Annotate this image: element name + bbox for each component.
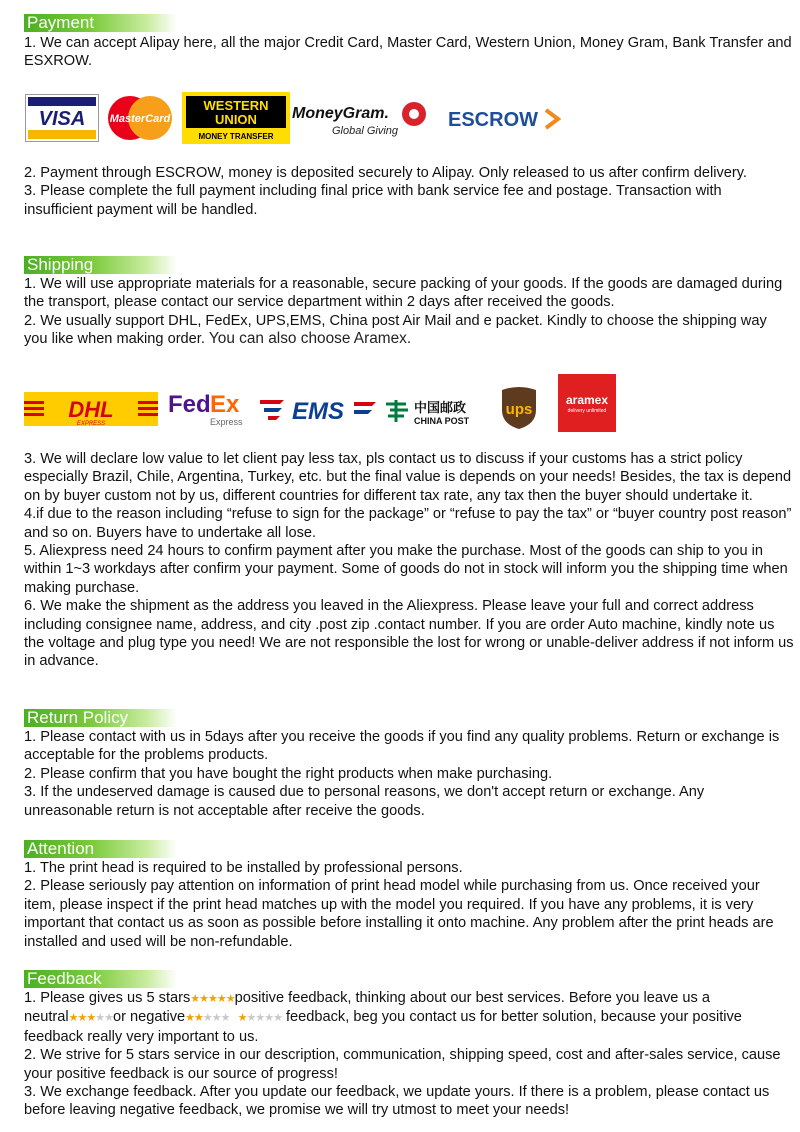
shipping-logos <box>24 374 784 434</box>
shipping-paragraph-4: 4.if due to the reason including “refuse to sign for the package” or “refuse to pay the tax” or “buyer country post reason” and so on. Buyers have to undertake all lose. <box>24 506 792 541</box>
neutral-stars-on-icon: ★★★ <box>68 1012 96 1025</box>
aramex-logo <box>558 374 616 432</box>
ems-logo <box>258 394 378 426</box>
fedex-logo <box>168 388 252 428</box>
shipping-paragraph-1: 1. We will use appropriate materials for a reasonable, secure packing of your goods. If the goods are damaged during the transport, please contact our service department within 2 days after received the goods. <box>24 276 783 311</box>
feedback-paragraph-2: 2. We strive for 5 stars service in our description, communication, shipping speed, cost and after-sales service, cause your positive feedback is our source of progress! <box>24 1047 781 1082</box>
payment-logos <box>24 90 784 146</box>
escrow-logo <box>446 104 566 134</box>
payment-paragraph-3: 3. Please complete the full payment including final price with bank service fee and postage. Transaction with insufficient payment will be handled. <box>24 183 722 218</box>
escrow-text: ESCROW <box>448 109 538 131</box>
visa-logo <box>25 94 99 142</box>
ems-text: EMS <box>291 398 345 425</box>
wu-line3: MONEY TRANSFER <box>198 132 274 141</box>
return-paragraph-1: 1. Please contact with us in 5days after you receive the goods if you find any quality problems. Return or exchange is acceptable for the problems products. <box>24 729 780 764</box>
return-policy-header: Return Policy <box>24 709 177 727</box>
return-policy-section <box>24 709 794 820</box>
feedback-p1-d: feedback, beg you contact us for better solution, because your positive feedback really very important to us. <box>24 1009 742 1045</box>
mg-line2: Global Giving <box>332 125 399 137</box>
payment-header: Payment <box>24 14 177 32</box>
dhl-sub: EXPRESS <box>76 421 106 426</box>
shipping-paragraph-2-aramex: You can also choose Aramex. <box>204 330 412 348</box>
return-paragraph-3: 3. If the undeserved damage is caused due to personal reasons, we don't accept return or exchange. Any unreasonable return is not acceptable after receive the goods. <box>24 784 705 819</box>
negative-one-star-on-icon: ★ <box>237 1012 247 1025</box>
shipping-header: Shipping <box>24 256 177 274</box>
fedex-ex: Ex <box>210 391 240 418</box>
china-post-logo <box>384 396 494 426</box>
negative-two-stars-on-icon: ★★ <box>185 1012 203 1025</box>
china-post-cn: 中国邮政 <box>414 401 467 416</box>
feedback-p1-a: 1. Please gives us 5 stars <box>24 990 191 1006</box>
shipping-section-more <box>24 450 794 671</box>
negative-two-stars-off-icon: ★★★ <box>202 1012 230 1025</box>
shipping-paragraph-2-main: 2. We usually support DHL, FedEx, UPS,EMS, China post Air Mail and e packet. Kindly to choose the shipping way you like when making order. <box>24 312 767 348</box>
dhl-logo <box>24 392 158 426</box>
mastercard-text: MasterCard <box>109 113 171 125</box>
shipping-paragraph-3: 3. We will declare low value to let client pay less tax, pls contact us to discuss if your customs has a strict policy especially Brazil, Chile, Argentina, Turkey, etc. but the final value is depends on your needs! Besides, the tax is depend on by buyer custom not by us, different countries for different tax rate, any tax then the buyer should undertake it. <box>24 451 792 504</box>
aramex-sub: delivery unlimited <box>567 408 607 414</box>
attention-paragraph-2: 2. Please seriously pay attention on information of print head model while purchasing from us. Once received your item, please inspect if the print head matches up with the model you required. If you have any problems, it is very important that contact us as soon as possible before installing it onto machine. Any problem after the print heads are installed and used will be non-refundable. <box>24 878 774 950</box>
payment-section-more <box>24 164 794 219</box>
neutral-stars-off-icon: ★★ <box>95 1012 113 1025</box>
shipping-paragraph-2 <box>24 312 794 349</box>
payment-section <box>24 14 794 71</box>
shipping-section <box>24 256 794 349</box>
wu-line2: UNION <box>215 112 257 127</box>
payment-paragraph-1: 1. We can accept Alipay here, all the major Credit Card, Master Card, Western Union, Money Gram, Bank Transfer and ESXROW. <box>24 35 792 70</box>
feedback-paragraph-3: 3. We exchange feedback. After you update our feedback, we update yours. If there is a problem, please contact us before leaving negative feedback, we promise we will try utmost to meet your needs! <box>24 1084 770 1119</box>
dhl-text: DHL <box>68 397 114 422</box>
attention-section <box>24 840 794 951</box>
feedback-p1-c: or negative <box>112 1009 186 1026</box>
fedex-fed: Fed <box>168 391 211 418</box>
moneygram-logo <box>292 98 432 140</box>
ups-logo <box>500 386 538 430</box>
fedex-sub: Express <box>210 417 243 427</box>
china-post-en: CHINA POST <box>414 416 470 426</box>
wu-line1: WESTERN <box>203 98 269 113</box>
payment-paragraph-2: 2. Payment through ESCROW, money is deposited securely to Alipay. Only released to us after confirm delivery. <box>24 165 747 181</box>
shipping-paragraph-5: 5. Aliexpress need 24 hours to confirm payment after you make the purchase. Most of the goods can ship to you in within 1~3 workdays after confirm your payment. Some of goods do not in stock will inform you the shipping time when making purchase. <box>24 543 788 596</box>
feedback-header: Feedback <box>24 970 177 988</box>
attention-header: Attention <box>24 840 177 858</box>
mastercard-logo <box>102 93 178 143</box>
feedback-paragraph-1 <box>24 989 794 1046</box>
five-stars-icon: ★★★★★ <box>190 993 235 1005</box>
visa-text: VISA <box>38 108 86 130</box>
return-paragraph-2: 2. Please confirm that you have bought the right products when make purchasing. <box>24 765 553 782</box>
negative-one-star-off-icon: ★★★★ <box>246 1012 282 1025</box>
mg-line1: MoneyGram. <box>292 105 389 122</box>
western-union-logo <box>182 92 290 144</box>
shipping-paragraph-6: 6. We make the shipment as the address you leaved in the Aliexpress. Please leave your full and correct address including consignee name, address, and city .post zip .contact number. If you are order Auto machine, kindly note us the voltage and plug type you need! We are not responsible the lost for wrong or unable-deliver address if not inform us in advance. <box>24 598 794 670</box>
feedback-section <box>24 970 794 1120</box>
ups-text: ups <box>505 401 533 418</box>
attention-paragraph-1: 1. The print head is required to be installed by professional persons. <box>24 860 463 876</box>
feedback-p1-b: positive feedback, thinking about our best services. Before you leave us a neutral <box>24 990 710 1026</box>
aramex-text: aramex <box>565 393 609 407</box>
